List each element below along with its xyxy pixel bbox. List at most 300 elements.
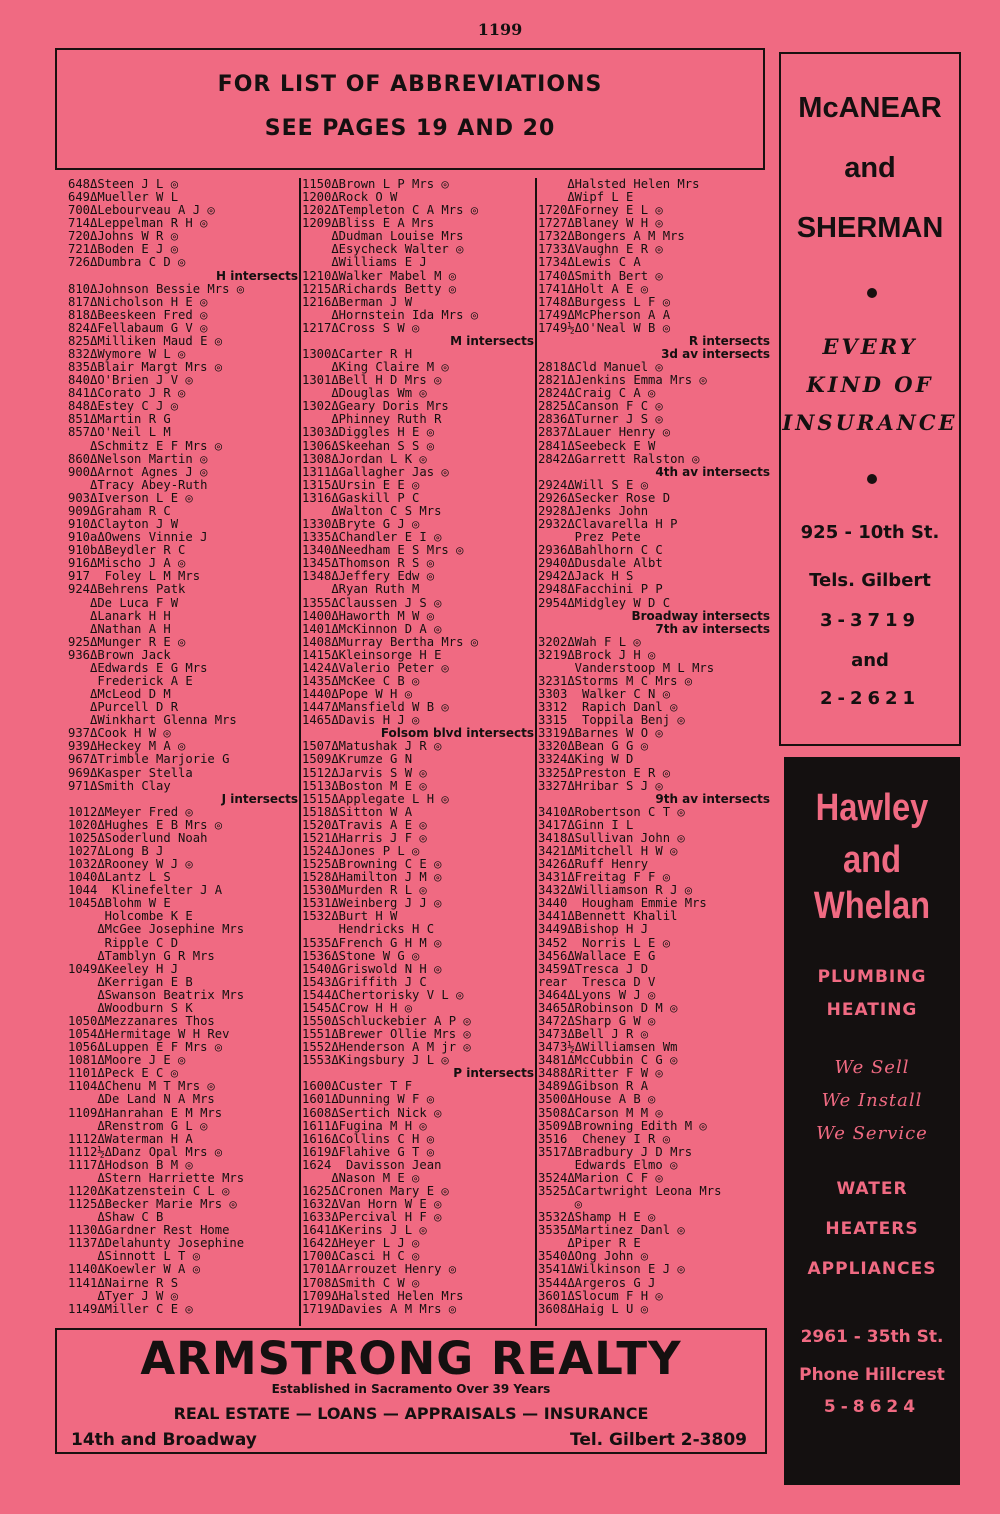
directory-entry: 1624 Davisson Jean: [302, 1158, 442, 1172]
directory-entry: 1553ΔKingsbury J L ◎: [302, 1054, 449, 1068]
directory-entry: ΔWilliams E J: [302, 256, 427, 270]
directory-entry: 3315 Toppila Benj ◎: [538, 714, 685, 728]
directory-entry: 1708ΔSmith C W ◎: [302, 1276, 420, 1290]
directory-entry: 925ΔMunger R E ◎: [68, 635, 186, 649]
ad-company-name: ARMSTRONG REALTY: [140, 1332, 682, 1385]
ad-we-install: We Install: [821, 1090, 923, 1111]
directory-entry: 2932ΔClavarella H P: [538, 518, 678, 532]
directory-entry: ΔWipf L E: [538, 191, 634, 205]
directory-entry: ΔLanark H H: [68, 609, 171, 623]
hawley-whelan-ad: [784, 757, 960, 1485]
directory-entry: 1025ΔSoderlund Noah: [68, 831, 208, 845]
directory-entry: ◎: [538, 1198, 583, 1212]
directory-entry: 1601ΔDunning W F ◎: [302, 1093, 435, 1107]
directory-entry: 1125ΔBecker Marie Mrs ◎: [68, 1198, 237, 1212]
directory-entry: 3410ΔRobertson C T ◎: [538, 805, 685, 819]
directory-entry: 1518ΔSitton W A: [302, 805, 413, 819]
directory-entry: 2841ΔSeebeck E W: [538, 439, 656, 453]
ad-established: Established in Sacramento Over 39 Years: [271, 1382, 551, 1396]
directory-entry: 1050ΔMezzanares Thos: [68, 1015, 215, 1028]
street-intersect-label: R intersects: [688, 334, 770, 348]
directory-entry: 1104ΔChenu M T Mrs ◎: [68, 1080, 215, 1094]
ad-heaters: HEATERS: [825, 1219, 919, 1239]
directory-entry: 2940ΔDusdale Albt: [538, 557, 663, 571]
directory-entry: 1544ΔChertorisky V L ◎: [302, 988, 464, 1002]
directory-entry: 1616ΔCollins C H ◎: [302, 1132, 435, 1146]
ad-and-2: and: [851, 650, 889, 671]
directory-entry: 860ΔNelson Martin ◎: [68, 452, 208, 466]
directory-entry: ΔMcLeod D M: [68, 688, 171, 702]
directory-entry: 1348ΔJeffery Edw ◎: [302, 570, 435, 584]
directory-entry: 2948ΔFacchini P P: [538, 583, 663, 597]
ad-water: WATER: [836, 1179, 908, 1199]
directory-entry: 1345ΔThomson R S ◎: [302, 557, 435, 571]
page-number: 1199: [477, 20, 523, 39]
directory-entry: 1709ΔHalsted Helen Mrs: [302, 1289, 464, 1303]
directory-entry: 810ΔJohnson Bessie Mrs ◎: [68, 282, 245, 296]
directory-entry: Frederick A E: [68, 674, 193, 688]
directory-entry: 2924ΔWill S E ◎: [538, 478, 649, 492]
directory-entry: ΔSinnott L T ◎: [68, 1250, 201, 1264]
directory-entry: 825ΔMilliken Maud E ◎: [68, 334, 223, 348]
directory-entry: ΔHornstein Ida Mrs ◎: [302, 308, 479, 322]
directory-entry: 726ΔDumbra C D ◎: [68, 256, 186, 270]
directory-entry: 1741ΔHolt A E ◎: [538, 282, 649, 296]
column-divider: [535, 178, 537, 1326]
directory-entry: 3202ΔWah F L ◎: [538, 635, 641, 649]
directory-entry: 3601ΔSlocum F H ◎: [538, 1289, 663, 1303]
directory-entry: ΔSchmitz E F Mrs ◎: [68, 439, 223, 453]
directory-entry: ΔTyer J W ◎: [68, 1289, 179, 1303]
directory-entry: 1315ΔUrsin E E ◎: [302, 478, 420, 492]
directory-entry: 2824ΔCraig C A ◎: [538, 387, 656, 401]
directory-entry: 910aΔOwens Vinnie J: [68, 531, 208, 545]
directory-column-1: [68, 178, 298, 1316]
directory-entry: 1335ΔChandler E I ◎: [302, 531, 442, 545]
abbreviations-line-1: FOR LIST OF ABBREVIATIONS: [217, 72, 603, 97]
directory-entry: ΔSwanson Beatrix Mrs: [68, 988, 245, 1002]
directory-entry: 1520ΔTravis A E ◎: [302, 818, 427, 832]
directory-entry: Ripple C D: [68, 936, 179, 950]
directory-entry: 1027ΔLong B J: [68, 844, 164, 858]
directory-entry: ΔMcGee Josephine Mrs: [68, 923, 245, 937]
directory-entry: 3464ΔLyons W J ◎: [538, 988, 656, 1002]
directory-entry: 2926ΔSecker Rose D: [538, 491, 671, 505]
directory-entry: 1081ΔMoore J E ◎: [68, 1054, 186, 1068]
directory-entry: 3481ΔMcCubbin C G ◎: [538, 1054, 678, 1068]
directory-entry: 2821ΔJenkins Emma Mrs ◎: [538, 374, 707, 388]
directory-entry: 720ΔJohns W R ◎: [68, 230, 179, 244]
directory-entry: 3473ΔBell J R ◎: [538, 1028, 649, 1042]
directory-entry: 1330ΔBryte G J ◎: [302, 518, 420, 532]
street-intersect-label: 4th av intersects: [655, 465, 770, 479]
directory-entry: 1300ΔCarter R H: [302, 348, 413, 362]
directory-column-2: [302, 178, 534, 1316]
directory-entry: 1748ΔBurgess L F ◎: [538, 295, 671, 309]
directory-entry: 1415ΔKleinsorge H E: [302, 648, 442, 662]
directory-entry: ΔWoodburn S K: [68, 1001, 193, 1015]
directory-entry: 917 Foley L M Mrs: [68, 570, 201, 584]
directory-entry: 1141ΔNairne R S: [68, 1276, 179, 1290]
directory-entry: 3417ΔGinn I L: [538, 818, 634, 832]
directory-entry: 1611ΔFugina M H ◎: [302, 1119, 427, 1133]
directory-entry: 1551ΔBrewer Ollie Mrs ◎: [302, 1028, 471, 1042]
directory-entry: 1137ΔDelahunty Josephine: [68, 1237, 245, 1251]
directory-entry: 1545ΔCrow H H ◎: [302, 1001, 413, 1015]
directory-entry: 3532ΔShamp H E ◎: [538, 1211, 656, 1225]
directory-entry: 1528ΔHamilton J M ◎: [302, 871, 442, 885]
directory-entry: 3535ΔMartinez Danl ◎: [538, 1224, 685, 1238]
abbreviations-line-2: SEE PAGES 19 AND 20: [264, 116, 556, 141]
directory-entry: 714ΔLeppelman R H ◎: [68, 217, 208, 231]
directory-entry: 1149ΔMiller C E ◎: [68, 1302, 193, 1316]
ad-service-plumbing: PLUMBING: [817, 967, 927, 987]
directory-entry: 1302ΔGeary Doris Mrs: [302, 400, 449, 414]
ad-telephone: Tel. Gilbert 2-3809: [569, 1430, 747, 1450]
directory-entry: ΔPurcell D R: [68, 701, 179, 715]
ad-address: 2961 - 35th St.: [800, 1327, 944, 1347]
directory-entry: 3540ΔOng John ◎: [538, 1250, 649, 1264]
directory-entry: 3449ΔBishop H J: [538, 923, 649, 937]
directory-entry: 2928ΔJenks John: [538, 504, 649, 518]
directory-entry: 848ΔEstey C J ◎: [68, 400, 179, 414]
ad-tagline-1: EVERY: [822, 334, 918, 359]
column-divider: [299, 178, 301, 1326]
directory-entry: ΔRenstrom G L ◎: [68, 1119, 208, 1133]
directory-entry: 1540ΔGriswold N H ◎: [302, 962, 442, 976]
directory-entry: 3608ΔHaig L U ◎: [538, 1302, 649, 1316]
directory-entry: ΔNason M E ◎: [302, 1171, 420, 1185]
directory-entry: 1117ΔHodson B M ◎: [68, 1158, 193, 1172]
directory-entry: 1200ΔRock O W: [302, 191, 398, 205]
directory-entry: 1749ΔMcPherson A A: [538, 308, 671, 322]
armstrong-realty-ad: [55, 1328, 767, 1454]
directory-entry: 1732ΔBongers A M Mrs: [538, 230, 685, 244]
directory-entry: 1408ΔMurray Bertha Mrs ◎: [302, 635, 479, 649]
directory-entry: 1727ΔBlaney W H ◎: [538, 217, 663, 231]
bullet-dot: [867, 288, 877, 298]
ad-services: REAL ESTATE — LOANS — APPRAISALS — INSURANCE: [173, 1404, 649, 1423]
directory-entry: 1440ΔPope W H ◎: [302, 688, 413, 702]
ad-phone-1: 3-3719: [819, 610, 921, 631]
directory-entry: 3472ΔSharp G W ◎: [538, 1015, 656, 1028]
directory-entry: ΔStern Harriette Mrs: [68, 1171, 245, 1185]
bullet-dot: [867, 474, 877, 484]
directory-entry: 1525ΔBrowning C E ◎: [302, 858, 442, 872]
directory-entry: 3324ΔKing W D: [538, 753, 634, 767]
directory-entry: 967ΔTrimble Marjorie G: [68, 753, 230, 767]
directory-entry: 1355ΔClaussen J S ◎: [302, 596, 442, 610]
directory-entry: 2837ΔLauer Henry ◎: [538, 426, 671, 440]
directory-entry: 1054ΔHermitage W H Rev: [68, 1028, 230, 1042]
directory-entry: 851ΔMartin R G: [68, 413, 171, 427]
directory-entry: 1020ΔHughes E B Mrs ◎: [68, 818, 223, 832]
directory-entry: ΔHalsted Helen Mrs: [538, 178, 700, 191]
directory-entry: 832ΔWymore W L ◎: [68, 348, 186, 362]
directory-entry: 1543ΔGriffith J C: [302, 975, 427, 989]
directory-entry: 3440 Hougham Emmie Mrs: [538, 897, 707, 911]
directory-entry: 3312 Rapich Danl ◎: [538, 701, 678, 715]
directory-entry: 3516 Cheney I R ◎: [538, 1132, 671, 1146]
directory-entry: 3319ΔBarnes W O ◎: [538, 727, 663, 741]
directory-entry: Hendricks H C: [302, 923, 435, 937]
directory-entry: 3231ΔStorms M C Mrs ◎: [538, 674, 693, 688]
ad-name-hawley: Hawley: [815, 787, 929, 829]
directory-entry: 1311ΔGallagher Jas ◎: [302, 465, 449, 479]
directory-entry: 1719ΔDavies A M Mrs ◎: [302, 1302, 457, 1316]
directory-entry: ΔEsycheck Walter ◎: [302, 243, 464, 257]
directory-entry: ΔTamblyn G R Mrs: [68, 949, 215, 963]
directory-entry: 924ΔBehrens Patk: [68, 583, 186, 597]
street-intersect-label: H intersects: [216, 269, 298, 283]
directory-entry: 1625ΔCronen Mary E ◎: [302, 1185, 449, 1199]
directory-entry: 1550ΔSchluckebier A P ◎: [302, 1015, 471, 1028]
directory-entry: 1531ΔWeinberg J J ◎: [302, 897, 442, 911]
directory-entry: 916ΔMischo J A ◎: [68, 557, 186, 571]
directory-entry: ΔDe Land N A Mrs: [68, 1093, 215, 1107]
ad-tels-label: Tels. Gilbert: [809, 570, 931, 591]
directory-entry: 1530ΔMurden R L ◎: [302, 884, 427, 898]
directory-entry: 939ΔHeckey M A ◎: [68, 740, 186, 754]
directory-entry: 1044 Klinefelter J A: [68, 884, 223, 898]
directory-entry: ΔKerrigan E B: [68, 975, 193, 989]
directory-entry: 1619ΔFlahive G T ◎: [302, 1145, 435, 1159]
directory-entry: 1049ΔKeeley H J: [68, 962, 179, 976]
directory-entry: 1217ΔCross S W ◎: [302, 321, 420, 335]
directory-entry: ΔEdwards E G Mrs: [68, 661, 208, 675]
directory-entry: 1632ΔVan Horn W E ◎: [302, 1198, 442, 1212]
directory-entry: 1045ΔBlohm W E: [68, 897, 171, 911]
directory-entry: 1720ΔForney E L ◎: [538, 204, 663, 218]
directory-entry: 1210ΔWalker Mabel M ◎: [302, 269, 457, 283]
directory-entry: 903ΔIverson L E ◎: [68, 491, 193, 505]
directory-entry: 1401ΔMcKinnon D A ◎: [302, 622, 442, 636]
directory-entry: 3459ΔTresca J D: [538, 962, 649, 976]
ad-tagline-3: INSURANCE: [782, 410, 958, 435]
directory-entry: 1700ΔCasci H C ◎: [302, 1250, 420, 1264]
directory-entry: 3541ΔWilkinson E J ◎: [538, 1263, 685, 1277]
directory-entry: 3489ΔGibson R A: [538, 1080, 649, 1094]
directory-entry: 648ΔSteen J L ◎: [68, 178, 179, 191]
directory-entry: 3431ΔFreitag F F ◎: [538, 871, 671, 885]
directory-entry: 2936ΔBahlhorn C C: [538, 544, 663, 558]
directory-entry: 841ΔCorato J R ◎: [68, 387, 186, 401]
directory-entry: rear Tresca D V: [538, 975, 656, 989]
mcanear-sherman-ad: [779, 52, 961, 746]
directory-entry: 3441ΔBennett Khalil: [538, 910, 678, 924]
street-intersect-label: M intersects: [450, 334, 534, 348]
ad-address: 14th and Broadway: [71, 1430, 257, 1450]
directory-entry: 2836ΔTurner J S ◎: [538, 413, 663, 427]
directory-entry: 857ΔO'Neil L M: [68, 426, 171, 440]
directory-entry: 2942ΔJack H S: [538, 570, 634, 584]
directory-entry: 1515ΔApplegate L H ◎: [302, 792, 449, 806]
street-intersect-label: 3d av intersects: [661, 348, 770, 362]
directory-entry: 1012ΔMeyer Fred ◎: [68, 805, 193, 819]
directory-entry: 3508ΔCarson M M ◎: [538, 1106, 663, 1120]
ad-tagline-2: KIND OF: [806, 372, 934, 397]
directory-entry: 1536ΔStone W G ◎: [302, 949, 420, 963]
directory-entry: 1112ΔWaterman H A: [68, 1132, 193, 1146]
directory-entry: ΔShaw C B: [68, 1211, 164, 1225]
ad-phone: 5-8624: [823, 1397, 921, 1417]
directory-entry: ΔDe Luca F W: [68, 596, 179, 610]
directory-entry: 910bΔBeydler R C: [68, 544, 186, 558]
directory-entry: 1509ΔKrumze G N: [302, 753, 413, 767]
directory-entry: 1733ΔVaughn E R ◎: [538, 243, 663, 257]
ad-we-sell: We Sell: [834, 1057, 910, 1078]
directory-entry: 1641ΔKerins J L ◎: [302, 1224, 427, 1238]
directory-entry: 3421ΔMitchell H W ◎: [538, 844, 678, 858]
directory-entry: 1316ΔGaskill P C: [302, 491, 420, 505]
directory-entry: ΔWinkhart Glenna Mrs: [68, 714, 237, 728]
directory-entry: 1435ΔMcKee C B ◎: [302, 674, 420, 688]
ad-appliances: APPLIANCES: [807, 1259, 937, 1279]
directory-entry: ΔTracy Abey-Ruth: [68, 478, 208, 492]
directory-entry: 3456ΔWallace E G: [538, 949, 656, 963]
directory-entry: 1109ΔHanrahan E M Mrs: [68, 1106, 223, 1120]
directory-entry: 2954ΔMidgley W D C: [538, 596, 671, 610]
directory-entry: 1040ΔLantz L S: [68, 871, 171, 885]
directory-entry: Vanderstoop M L Mrs: [538, 661, 715, 675]
ad-and: and: [844, 152, 896, 184]
directory-entry: ΔRyan Ruth M: [302, 583, 420, 597]
directory-entry: 2842ΔGarrett Ralston ◎: [538, 452, 700, 466]
directory-entry: 721ΔBoden E J ◎: [68, 243, 179, 257]
ad-and: and: [842, 839, 902, 881]
directory-entry: 3320ΔBean G G ◎: [538, 740, 649, 754]
ad-service-heating: HEATING: [826, 1000, 918, 1020]
directory-entry: 936ΔBrown Jack: [68, 648, 171, 662]
directory-entry: 1608ΔSertich Nick ◎: [302, 1106, 442, 1120]
street-intersect-label: P intersects: [453, 1067, 534, 1081]
directory-entry: Holcombe K E: [68, 910, 193, 924]
directory-entry: 1642ΔHeyer L J ◎: [302, 1237, 420, 1251]
directory-entry: 700ΔLebourveau A J ◎: [68, 204, 215, 218]
directory-entry: 971ΔSmith Clay: [68, 779, 171, 793]
directory-entry: 1524ΔJones P L ◎: [302, 844, 420, 858]
directory-entry: 3525ΔCartwright Leona Mrs: [538, 1185, 722, 1199]
directory-entry: 3509ΔBrowning Edith M ◎: [538, 1119, 707, 1133]
directory-entry: 1308ΔJordan L K ◎: [302, 452, 427, 466]
directory-entry: 3488ΔRitter F W ◎: [538, 1067, 663, 1081]
ad-phone-label: Phone Hillcrest: [799, 1365, 945, 1385]
directory-entry: ΔPiper R E: [538, 1237, 641, 1251]
directory-entry: 1215ΔRichards Betty ◎: [302, 282, 457, 296]
directory-entry: 1340ΔNeedham E S Mrs ◎: [302, 544, 464, 558]
directory-entry: 1209ΔBliss E A Mrs: [302, 217, 435, 231]
directory-entry: 910ΔClayton J W: [68, 518, 179, 532]
directory-entry: 3524ΔMarion C F ◎: [538, 1171, 663, 1185]
directory-entry: 1303ΔDiggles H E ◎: [302, 426, 435, 440]
street-intersect-label: J intersects: [221, 792, 298, 806]
directory-entry: 1633ΔPercival H F ◎: [302, 1211, 442, 1225]
directory-entry: ΔWalton C S Mrs: [302, 504, 442, 518]
directory-entry: 1513ΔBoston M E ◎: [302, 779, 427, 793]
abbreviations-notice: [55, 48, 765, 170]
directory-entry: 3219ΔBrock J H ◎: [538, 648, 656, 662]
directory-entry: ΔKing Claire M ◎: [302, 361, 449, 375]
directory-entry: 1535ΔFrench G H M ◎: [302, 936, 442, 950]
directory-entry: 1521ΔHarris J F ◎: [302, 831, 427, 845]
directory-entry: 937ΔCook H W ◎: [68, 727, 171, 741]
directory-entry: 1532ΔBurt H W: [302, 910, 398, 924]
directory-entry: 2825ΔCanson F C ◎: [538, 400, 663, 414]
directory-entry: 840ΔO'Brien J V ◎: [68, 374, 193, 388]
directory-entry: 969ΔKasper Stella: [68, 766, 193, 780]
directory-entry: 817ΔNicholson H E ◎: [68, 295, 208, 309]
directory-column-3: [538, 178, 770, 1316]
directory-entry: 3325ΔPreston E R ◎: [538, 766, 671, 780]
directory-entry: 1749½ΔO'Neal W B ◎: [538, 321, 671, 335]
directory-entry: 3452 Norris L E ◎: [538, 936, 671, 950]
ad-name-mcanear: McANEAR: [798, 92, 942, 124]
street-intersect-label: 7th av intersects: [655, 622, 770, 636]
directory-entry: 1465ΔDavis H J ◎: [302, 714, 420, 728]
ad-address: 925 - 10th St.: [800, 522, 940, 543]
directory-entry: 1734ΔLewis C A: [538, 256, 641, 270]
directory-entry: 1306ΔSkeehan S S ◎: [302, 439, 435, 453]
directory-entry: Edwards Elmo ◎: [538, 1158, 678, 1172]
street-intersect-label: Folsom blvd intersects: [380, 727, 534, 741]
directory-entry: 3303 Walker C N ◎: [538, 688, 671, 702]
directory-entry: 1552ΔHenderson A M jr ◎: [302, 1041, 471, 1055]
directory-entry: 3418ΔSullivan John ◎: [538, 831, 685, 845]
directory-entry: ΔNathan A H: [68, 622, 171, 636]
directory-entry: 3432ΔWilliamson R J ◎: [538, 884, 693, 898]
directory-entry: 1056ΔLuppen E F Mrs ◎: [68, 1041, 223, 1055]
directory-entry: ΔDouglas Wm ◎: [302, 387, 427, 401]
directory-entry: Prez Pete: [538, 531, 641, 545]
directory-entry: 1424ΔValerio Peter ◎: [302, 661, 449, 675]
directory-entry: 818ΔBeeskeen Fred ◎: [68, 308, 208, 322]
street-intersect-label: Broadway intersects: [631, 609, 770, 623]
directory-entry: 3465ΔRobinson D M ◎: [538, 1001, 678, 1015]
directory-entry: 3473½ΔWilliamsen Wm: [538, 1041, 678, 1055]
directory-entry: 1512ΔJarvis S W ◎: [302, 766, 427, 780]
street-intersect-label: 9th av intersects: [655, 792, 770, 806]
directory-entry: 1600ΔCuster T F: [302, 1080, 413, 1094]
directory-entry: 900ΔArnot Agnes J ◎: [68, 465, 208, 479]
directory-entry: 1140ΔKoewler W A ◎: [68, 1263, 201, 1277]
directory-entry: 2818ΔCld Manuel ◎: [538, 361, 663, 375]
directory-entry: ΔDudman Louise Mrs: [302, 230, 464, 244]
directory-entry: 3517ΔBradbury J D Mrs: [538, 1145, 693, 1159]
directory-entry: 3500ΔHouse A B ◎: [538, 1093, 656, 1107]
directory-entry: 1150ΔBrown L P Mrs ◎: [302, 178, 449, 191]
directory-entry: 835ΔBlair Margt Mrs ◎: [68, 361, 223, 375]
directory-entry: 1032ΔRooney W J ◎: [68, 858, 193, 872]
directory-entry: 1301ΔBell H D Mrs ◎: [302, 374, 442, 388]
directory-entry: 3327ΔHribar S J ◎: [538, 779, 663, 793]
directory-entry: 1507ΔMatushak J R ◎: [302, 740, 442, 754]
directory-entry: 3426ΔRuff Henry: [538, 858, 649, 872]
ad-name-whelan: Whelan: [813, 885, 931, 927]
directory-entry: 3544ΔArgeros G J: [538, 1276, 656, 1290]
directory-entry: 1202ΔTempleton C A Mrs ◎: [302, 204, 479, 218]
directory-entry: 1400ΔHaworth M W ◎: [302, 609, 435, 623]
ad-we-service: We Service: [816, 1123, 928, 1144]
directory-entry: ΔPhinney Ruth R: [302, 413, 442, 427]
directory-entry: 649ΔMueller W L: [68, 191, 179, 205]
directory-entry: 1120ΔKatzenstein C L ◎: [68, 1185, 230, 1199]
ad-phone-2: 2-2621: [819, 688, 921, 709]
directory-entry: 909ΔGraham R C: [68, 504, 171, 518]
directory-entry: 1447ΔMansfield W B ◎: [302, 701, 449, 715]
directory-entry: 1216ΔBerman J W: [302, 295, 413, 309]
directory-entry: 1101ΔPeck E C ◎: [68, 1067, 179, 1081]
directory-entry: 1130ΔGardner Rest Home: [68, 1224, 230, 1238]
